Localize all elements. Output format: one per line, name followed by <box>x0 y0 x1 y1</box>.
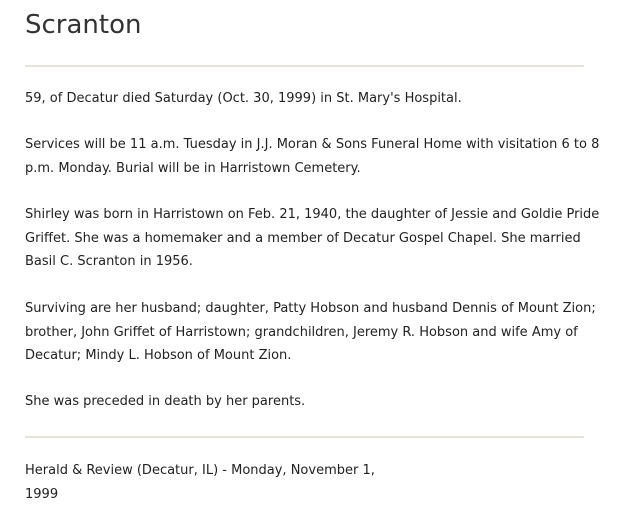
page-title: Scranton <box>25 10 142 40</box>
services-paragraph: Services will be 11 a.m. Tuesday in J.J. Moran & Sons Funeral Home with visitation 6 to 8 p.m. Monday. Burial will be in Harristown Cemetery. <box>25 137 600 176</box>
top-divider <box>25 65 584 67</box>
death-notice-paragraph: 59, of Decatur died Saturday (Oct. 30, 1999) in St. Mary's Hospital. <box>25 91 462 106</box>
survivors-paragraph: Surviving are her husband; daughter, Patty Hobson and husband Dennis of Mount Zion; brother, John Griffet of Harristown; grandchildren, Jeremy R. Hobson and wife Amy of Decatur; Mindy L. Hobson of Mount Zion. <box>25 301 596 363</box>
biography-paragraph: Shirley was born in Harristown on Feb. 21, 1940, the daughter of Jessie and Goldie Pride Griffet. She was a homemaker and a member of Decatur Gospel Chapel. She married Basil C. Scranton in 1956. <box>25 207 600 269</box>
source-citation: Herald & Review (Decatur, IL) - Monday, November 1, 1999 <box>25 463 375 502</box>
preceded-paragraph: She was preceded in death by her parents. <box>25 394 306 409</box>
bottom-divider <box>25 436 584 438</box>
